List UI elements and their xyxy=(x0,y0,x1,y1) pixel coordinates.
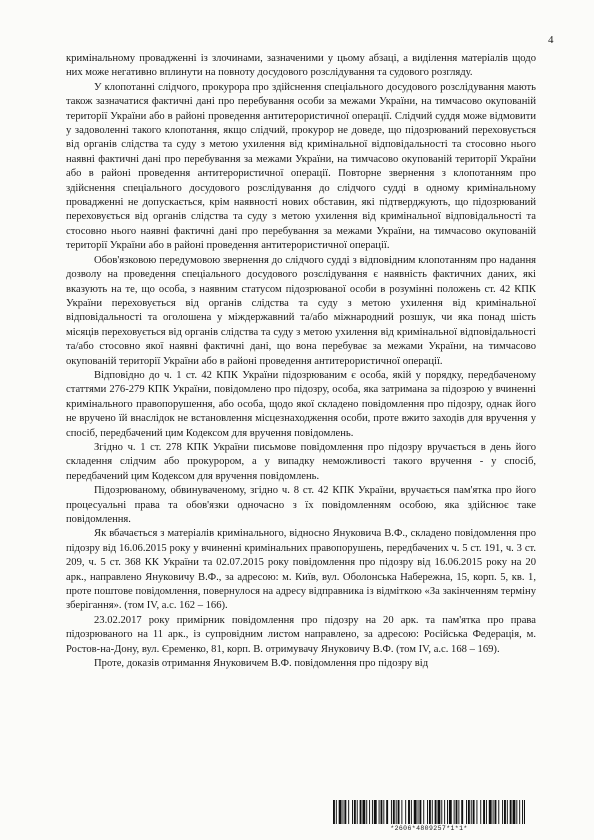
page-number: 4 xyxy=(548,34,554,46)
barcode-bar xyxy=(480,800,481,824)
barcode-bar xyxy=(454,800,455,824)
barcode-bar xyxy=(391,800,392,824)
barcode-bar xyxy=(360,800,362,824)
barcode-bar xyxy=(408,800,410,824)
barcode-bar xyxy=(336,800,337,824)
barcode-bar xyxy=(435,800,437,824)
barcode-bar xyxy=(383,800,384,824)
barcode-bar xyxy=(414,800,417,824)
barcode-bar xyxy=(344,800,346,824)
barcode-bar xyxy=(476,800,477,824)
barcode-bar xyxy=(441,800,442,824)
barcode-bar xyxy=(468,800,470,824)
paragraph-5: Згідно ч. 1 ст. 278 КПК України письмове повідомлення про підозру вручається в день його складення слідчим або прокурором, а у випадку неможливості такого вручення - у спосіб, передбачений цим Кодексом для вручення повідомлень. xyxy=(66,441,536,482)
paragraph-7: Як вбачається з матеріалів кримінального, відносно Януковича В.Ф., складено повідомлення про підозру від 16.06.2015 року у вчиненні кримінальних правопорушень, передбачених ч. 5 ст. 191, ч. 3 ст. 209, ч. 5 ст. 368 КК України та 02.07.2015 року повідомлення про підозру від 16.06.2015 року на 20 арк., направлено Януковичу В.Ф., за адресою: м. Київ, вул. Оболонська Набережна, 15, корп. 5, кв. 1, проте поштове повідомлення, повернулося на адресу відправника із відміткою «За закінченням терміну зберігання». (том IV, а.с. 162 – 166). xyxy=(66,528,536,612)
barcode-bar xyxy=(396,800,397,824)
barcode-bar xyxy=(498,800,499,824)
barcode-bar xyxy=(432,800,433,824)
barcode-bar xyxy=(423,800,424,824)
barcode-bar xyxy=(493,800,494,824)
barcode-bar xyxy=(504,800,506,824)
barcode-bar xyxy=(461,800,463,824)
barcode-bar xyxy=(510,800,512,824)
barcode-bar xyxy=(519,800,520,824)
barcode-bar xyxy=(411,800,412,824)
barcode-bar xyxy=(393,800,395,824)
barcode-bar xyxy=(456,800,458,824)
barcode-bar xyxy=(419,800,421,824)
document-body xyxy=(66,52,536,671)
barcode-bar xyxy=(386,800,388,824)
barcode-bar xyxy=(486,800,487,824)
barcode-bar xyxy=(444,800,445,824)
barcode-bar xyxy=(343,800,344,824)
barcode-bar xyxy=(507,800,508,824)
barcode-bar xyxy=(366,800,367,824)
barcode-bar xyxy=(502,800,503,824)
paragraph-8: 23.02.2017 року примірник повідомлення про підозру на 20 арк. та пам'ятка про права підозрюваного на 11 арк., із супровідним листом направлено, за адресою: Російська Федерація, м. Ростов-на-Дону, вул. Єременко, 81, корп. В. отримувачу Януковичу В.Ф. (том IV, а.с. 168 – 169). xyxy=(66,614,536,655)
barcode-bar xyxy=(405,800,406,824)
barcode-bar xyxy=(374,800,377,824)
barcode-bar xyxy=(401,800,402,824)
paragraph-2: У клопотанні слідчого, прокурора про здійснення спеціального досудового розслідування мають також зазначатися фактичні дані про перебування особи за межами України, на тимчасово окупованій території України або в районі проведення антитерористичної операції. Слідчий суддя може відмовити у задоволенні такого клопотання, якщо слідчий, прокурор не доведе, що підозрюваний переховується від органів слідства та суду з метою ухилення від кримінальної відповідальності та стосовно нього наявні фактичні дані про перебування за межами України, на тимчасово окупованій території України або в районі проведення антитерористичної операції. Повторне звернення з клопотанням про здійснення спеціального досудового розслідування до слідчого судді в одному кримінальному провадженні не допускається, крім наявності нових обставин, які підтверджують, що підозрюваний переховується від органів слідства та суду з метою ухилення від кримінальної відповідальності та стосовно нього наявні фактичні дані про перебування за межами України, на тимчасово окупованій території України або в районі проведення антитерористичної операції. xyxy=(66,81,536,252)
barcode-bar xyxy=(352,800,353,824)
barcode-bar xyxy=(354,800,356,824)
barcode-bar xyxy=(449,800,452,824)
barcode-bar xyxy=(458,800,459,824)
barcode-bar xyxy=(513,800,516,824)
barcode-bar xyxy=(333,800,335,824)
barcode-bar xyxy=(466,800,467,824)
barcode-bar xyxy=(357,800,358,824)
paragraph-9: Проте, доказів отримання Януковичем В.Ф. повідомлення про підозру від xyxy=(94,658,429,670)
barcode-bar xyxy=(381,800,383,824)
paragraph-3: Обов'язковою передумовою звернення до слідчого судді з відповідним клопотанням про надання дозволу на проведення спеціального досудового розслідування є наявність фактичних даних, які вказують на те, що особа, з наявним статусом підозрюваної особи в розумінні положень ст. 42 КПК України переховується від органів слідства та суду з метою ухилення від кримінальної відповідальності та оголошена у міждержавний та/або міжнародний розшук, чи яка понад шість місяців переховується від органів слідства та суду з метою ухилення від кримінальної відповідальності та/або стосовно якої наявні фактичні дані, що вона перебуває за межами України, на тимчасово окупованій території України або в районі проведення антитерористичної операції. xyxy=(66,254,536,367)
barcode-bar xyxy=(429,800,431,824)
barcode-bar xyxy=(362,800,365,824)
barcode-bar xyxy=(339,800,342,824)
barcode-bar xyxy=(524,800,525,824)
barcode-bar xyxy=(483,800,485,824)
barcode-bar xyxy=(427,800,428,824)
barcode-bar xyxy=(418,800,419,824)
barcode-bar xyxy=(473,800,475,824)
barcode-bar xyxy=(379,800,380,824)
paragraph-1: кримінальному провадженні із злочинами, зазначеними у цьому абзаці, а виділення матеріалів щодо них може негативно вплинути на повноту досудового розслідування та судового розгляду. xyxy=(66,53,536,79)
barcode-bar xyxy=(522,800,523,824)
paragraph-4: Відповідно до ч. 1 ст. 42 КПК України підозрюваним є особа, якій у порядку, передбаченому статтями 276-279 КПК України, повідомлено про підозру, особа, яка затримана за підозрою у вчиненні кримінального правопорушення, або особа, щодо якої складено повідомлення про підозру, однак його не вручено їй внаслідок не встановлення місцезнаходження особи, проте вжито заходів для вручення у спосіб, передбачений цим Кодексом для вручення повідомлень. xyxy=(66,369,536,439)
barcode-bar xyxy=(495,800,497,824)
barcode-caption: *2606*4809257*1*1* xyxy=(390,825,468,832)
barcode-bar xyxy=(398,800,400,824)
barcode-bar xyxy=(369,800,370,824)
barcode-bar xyxy=(489,800,492,824)
barcode-bar xyxy=(447,800,448,824)
barcode-bar xyxy=(438,800,441,824)
barcode-image xyxy=(333,800,525,824)
barcode-bar xyxy=(516,800,517,824)
barcode-bar xyxy=(348,800,349,824)
barcode-bar xyxy=(372,800,373,824)
barcode-bar xyxy=(471,800,472,824)
paragraph-6: Підозрюваному, обвинуваченому, згідно ч. 8 ст. 42 КПК України, вручається пам'ятка про його процесуальні права та обов'язки одночасно з їх повідомленням особою, яка здійснює таке повідомлення. xyxy=(66,485,536,525)
